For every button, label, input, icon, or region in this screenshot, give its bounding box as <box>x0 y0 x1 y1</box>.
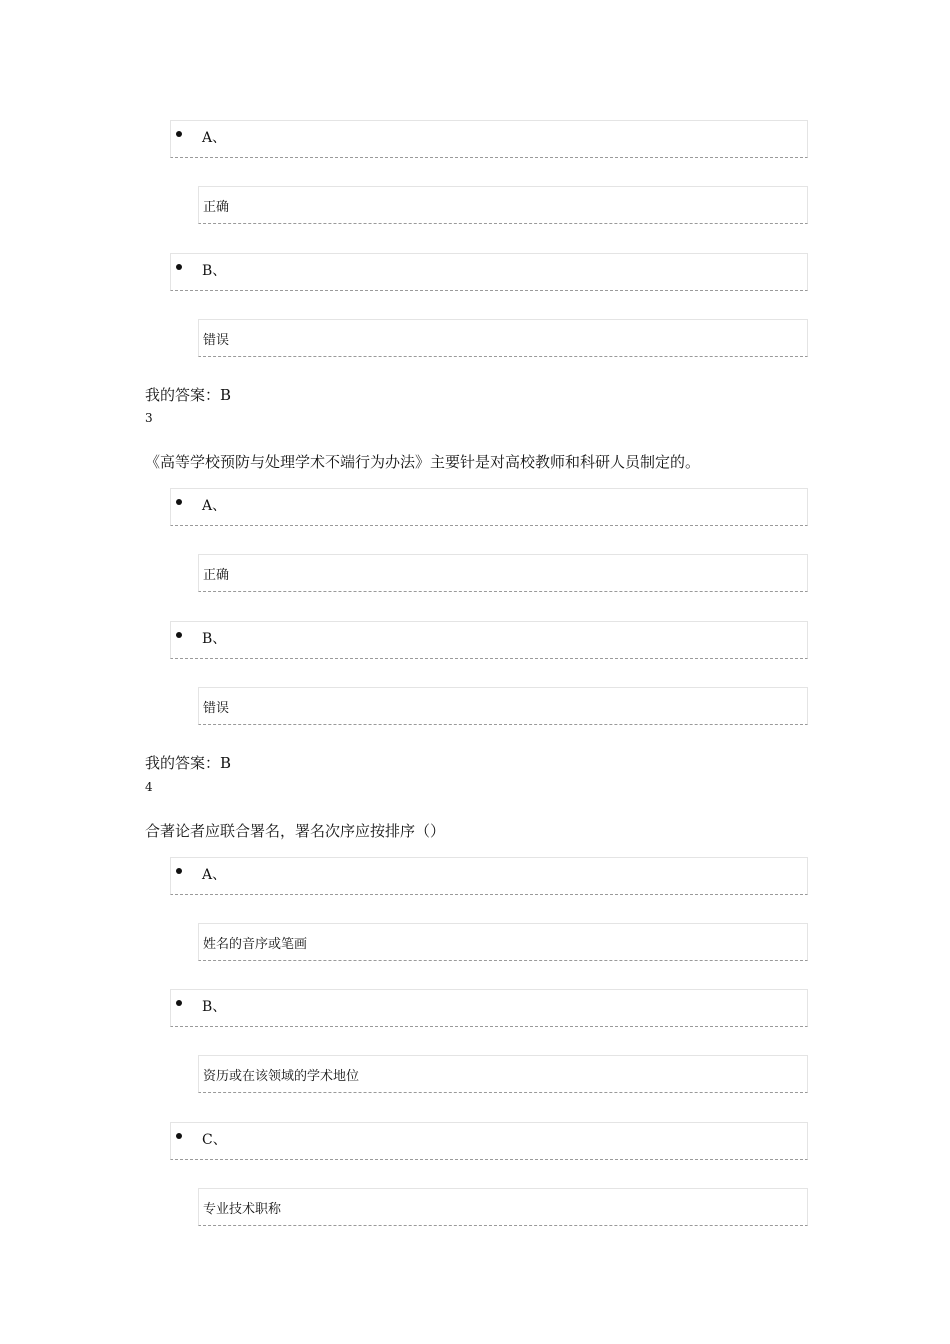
bullet-icon <box>176 1133 182 1139</box>
option-row-b[interactable] <box>170 989 808 1027</box>
question-text: 合著论者应联合署名，署名次序应按排序（） <box>145 822 446 840</box>
option-letter: A、 <box>202 130 227 146</box>
option-text-box[interactable] <box>198 1188 808 1226</box>
question-number: 4 <box>145 780 153 794</box>
bullet-icon <box>176 131 182 137</box>
option-text-box[interactable] <box>198 319 808 357</box>
option-letter: B、 <box>202 631 227 647</box>
option-text: 姓名的音序或笔画 <box>203 937 308 952</box>
my-answer: 我的答案：B <box>145 754 232 772</box>
option-text-box[interactable] <box>198 554 808 592</box>
option-text: 专业技术职称 <box>203 1202 282 1217</box>
bullet-icon <box>176 868 182 874</box>
option-text: 正确 <box>203 568 230 583</box>
my-answer: 我的答案：B <box>145 386 232 404</box>
option-letter: A、 <box>202 498 227 514</box>
option-row-b[interactable] <box>170 621 808 659</box>
option-text-box[interactable] <box>198 923 808 961</box>
option-letter: B、 <box>202 263 227 279</box>
option-text: 错误 <box>203 701 230 716</box>
option-letter: C、 <box>202 1132 227 1148</box>
question-number: 3 <box>145 411 153 425</box>
option-text: 错误 <box>203 333 230 348</box>
option-row-a[interactable] <box>170 488 808 526</box>
option-row-c[interactable] <box>170 1122 808 1160</box>
option-row-b[interactable] <box>170 253 808 291</box>
option-text-box[interactable] <box>198 687 808 725</box>
bullet-icon <box>176 499 182 505</box>
bullet-icon <box>176 632 182 638</box>
option-row-a[interactable] <box>170 120 808 158</box>
option-text: 正确 <box>203 200 230 215</box>
option-letter: A、 <box>202 867 227 883</box>
option-text-box[interactable] <box>198 1055 808 1093</box>
option-row-a[interactable] <box>170 857 808 895</box>
option-letter: B、 <box>202 999 227 1015</box>
bullet-icon <box>176 264 182 270</box>
bullet-icon <box>176 1000 182 1006</box>
question-text: 《高等学校预防与处理学术不端行为办法》主要针是对高校教师和科研人员制定的。 <box>145 453 701 471</box>
option-text-box[interactable] <box>198 186 808 224</box>
option-text: 资历或在该领域的学术地位 <box>203 1069 360 1084</box>
